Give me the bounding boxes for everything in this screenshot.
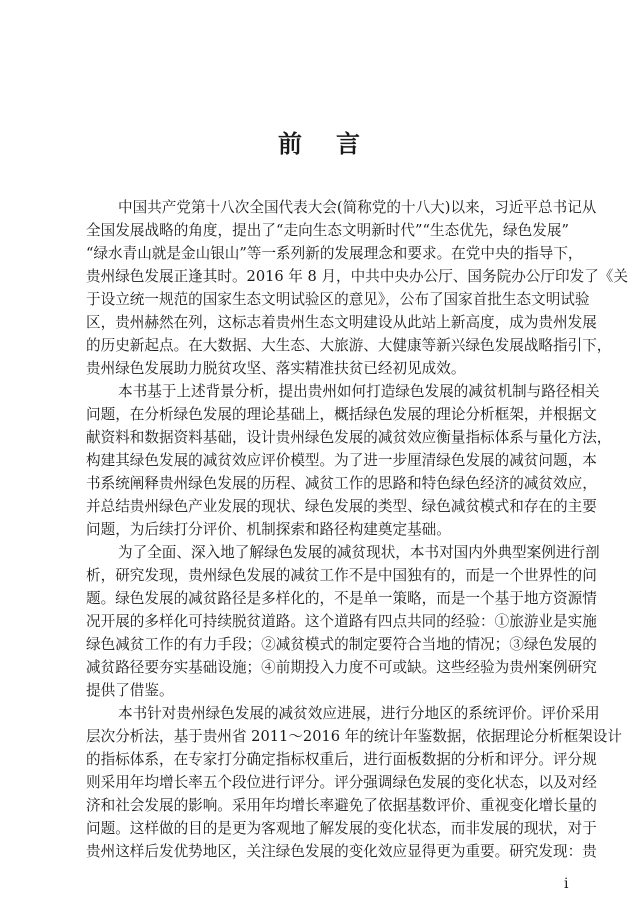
text-line: 中国共产党第十八次全国代表大会(简称党的十八大)以来，习近平总书记从 <box>118 199 597 216</box>
text-line: 层次分析法，基于贵州省 2011～2016 年的统计年鉴数据，依据理论分析框架设计 <box>86 728 622 745</box>
text-line: 济和社会发展的影响。采用年均增长率避免了依据基数评价、重视变化增长量的 <box>86 797 597 814</box>
text-line: 献资料和数据资料基础，设计贵州绿色发展的减贫效应衡量指标体系与量化方法， <box>86 429 612 446</box>
text-line: 问题。这样做的目的是更为客观地了解发展的变化状态，而非发展的现状，对于 <box>86 820 597 837</box>
paragraph <box>86 541 600 702</box>
text-line: “绿水青山就是金山银山”等一系列新的发展理念和要求。在党中央的指导下， <box>86 245 583 262</box>
text-line: 题。绿色发展的减贫路径是多样化的，不是单一策略，而是一个基于地方资源情 <box>86 590 597 607</box>
text-line: 区，贵州赫然在列，这标志着贵州生态文明建设从此站上新高度，成为贵州发展 <box>86 314 597 331</box>
paragraph <box>86 196 628 380</box>
text-line: 则采用年均增长率五个段位进行评分。评分强调绿色发展的变化状态，以及对经 <box>86 774 597 791</box>
text-line: 本书基于上述背景分析，提出贵州如何打造绿色发展的减贫机制与路径相关 <box>118 383 600 400</box>
text-line: 于设立统一规范的国家生态文明试验区的意见》，公布了国家首批生态文明试验 <box>86 291 590 308</box>
text-line: 的历史新起点。在大数据、大生态、大旅游、大健康等新兴绿色发展战略指引下， <box>86 337 612 354</box>
text-line: 书系统阐释贵州绿色发展的历程、减贫工作的思路和特色绿色经济的减贫效应， <box>86 475 597 492</box>
text-line: 绿色减贫工作的有力手段；②减贫模式的制定要符合当地的情况；③绿色发展的 <box>86 636 597 653</box>
title-char: 言 <box>336 129 360 158</box>
preface-body <box>86 196 628 863</box>
text-line: 贵州绿色发展助力脱贫攻坚、落实精准扶贫已经初见成效。 <box>86 360 466 377</box>
text-line: 问题，为后续打分评价、机制探索和路径构建奠定基础。 <box>86 521 451 538</box>
text-line: 的指标体系，在专家打分确定指标权重后，进行面板数据的分析和评分。评分规 <box>86 751 597 768</box>
page-number: i <box>564 876 569 892</box>
title-char: 前 <box>278 129 302 158</box>
text-line: 贵州绿色发展正逢其时。2016 年 8 月，中共中央办公厅、国务院办公厅印发了《关 <box>86 268 628 285</box>
page-title <box>0 124 638 159</box>
text-line: 况开展的多样化可持续脱贫道路。这个道路有四点共同的经验：①旅游业是实施 <box>86 613 597 630</box>
text-line: 并总结贵州绿色产业发展的现状、绿色发展的类型、绿色减贫模式和存在的主要 <box>86 498 597 515</box>
text-line: 问题，在分析绿色发展的理论基础上，概括绿色发展的理论分析框架，并根据文 <box>86 406 597 423</box>
text-line: 贵州这样后发优势地区，关注绿色发展的变化效应显得更为重要。研究发现：贵 <box>86 843 597 860</box>
text-line: 全国发展战略的角度，提出了“走向生态文明新时代”“生态优先，绿色发展” <box>86 222 569 239</box>
paragraph <box>86 380 612 541</box>
text-line: 构建其绿色发展的减贫效应评价模型。为了进一步厘清绿色发展的减贫问题，本 <box>86 452 597 469</box>
text-line: 析，研究发现，贵州绿色发展的减贫工作不是中国独有的，而是一个世界性的问 <box>86 567 597 584</box>
text-line: 提供了借鉴。 <box>86 682 174 699</box>
text-line: 为了全面、深入地了解绿色发展的减贫现状，本书对国内外典型案例进行剖 <box>118 544 600 561</box>
text-line: 本书针对贵州绿色发展的减贫效应进展，进行分地区的系统评价。评价采用 <box>118 705 600 722</box>
paragraph <box>86 702 622 863</box>
text-line: 减贫路径要夯实基础设施；④前期投入力度不可或缺。这些经验为贵州案例研究 <box>86 659 597 676</box>
